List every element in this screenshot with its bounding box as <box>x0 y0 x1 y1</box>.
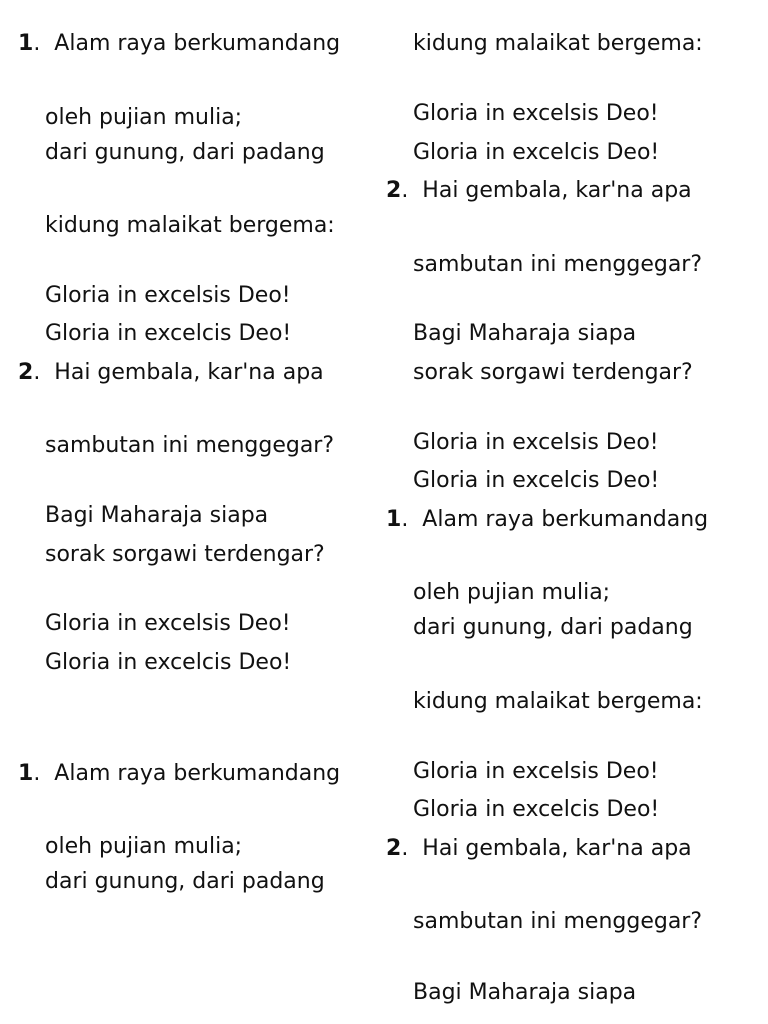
stanza-1-heading: 1. Alam raya berkumandang <box>18 761 341 786</box>
stanza-2-heading: 2. Hai gembala, kar'na apa <box>386 836 692 861</box>
lyric-line: Gloria in excelcis Deo! <box>45 650 292 675</box>
lyric-line: sambutan ini menggegar? <box>413 252 703 277</box>
lyric-line: Gloria in excelcis Deo! <box>413 797 660 822</box>
lyric-line: Gloria in excelsis Deo! <box>413 101 659 126</box>
stanza-number: 2 <box>386 836 402 861</box>
lyric-line: Gloria in excelsis Deo! <box>45 283 291 308</box>
stanza-heading-text: Alam raya berkumandang <box>54 761 341 786</box>
lyric-line: sorak sorgawi terdengar? <box>413 360 693 385</box>
lyric-line: sambutan ini menggegar? <box>45 433 335 458</box>
stanza-heading-text: Hai gembala, kar'na apa <box>422 178 692 203</box>
lyric-line: Gloria in excelcis Deo! <box>413 468 660 493</box>
lyric-line: kidung malaikat bergema: <box>45 213 335 238</box>
lyric-line: Gloria in excelsis Deo! <box>45 611 291 636</box>
lyric-line: oleh pujian mulia; <box>45 834 243 859</box>
lyric-line: Gloria in excelcis Deo! <box>413 140 660 165</box>
stanza-heading-text: Alam raya berkumandang <box>422 507 709 532</box>
lyric-line: Bagi Maharaja siapa <box>45 503 269 528</box>
lyric-line: Gloria in excelsis Deo! <box>413 759 659 784</box>
stanza-1-heading: 1. Alam raya berkumandang <box>386 507 709 532</box>
stanza-2-heading: 2. Hai gembala, kar'na apa <box>18 360 324 385</box>
stanza-heading-text: Alam raya berkumandang <box>54 31 341 56</box>
stanza-number: 1 <box>18 761 34 786</box>
stanza-heading-text: Hai gembala, kar'na apa <box>422 836 692 861</box>
lyric-line: Gloria in excelsis Deo! <box>413 430 659 455</box>
lyric-line: oleh pujian mulia; <box>413 580 611 605</box>
lyric-line: sorak sorgawi terdengar? <box>45 542 325 567</box>
lyric-line: Bagi Maharaja siapa <box>413 980 637 1005</box>
lyric-line: Gloria in excelcis Deo! <box>45 321 292 346</box>
lyric-line: dari gunung, dari padang <box>45 869 325 894</box>
stanza-heading-text: Hai gembala, kar'na apa <box>54 360 324 385</box>
stanza-1-heading: 1. Alam raya berkumandang <box>18 31 341 56</box>
lyric-line: kidung malaikat bergema: <box>413 31 703 56</box>
lyric-line: Bagi Maharaja siapa <box>413 321 637 346</box>
right-column <box>386 0 726 1024</box>
lyric-line: dari gunung, dari padang <box>413 615 693 640</box>
lyric-line: oleh pujian mulia; <box>45 105 243 130</box>
stanza-number: 1 <box>18 31 34 56</box>
lyric-line: kidung malaikat bergema: <box>413 689 703 714</box>
stanza-2-heading: 2. Hai gembala, kar'na apa <box>386 178 692 203</box>
stanza-number: 2 <box>386 178 402 203</box>
lyric-line: dari gunung, dari padang <box>45 140 325 165</box>
left-column <box>18 0 358 1024</box>
stanza-number: 2 <box>18 360 34 385</box>
lyric-line: sambutan ini menggegar? <box>413 909 703 934</box>
stanza-number: 1 <box>386 507 402 532</box>
